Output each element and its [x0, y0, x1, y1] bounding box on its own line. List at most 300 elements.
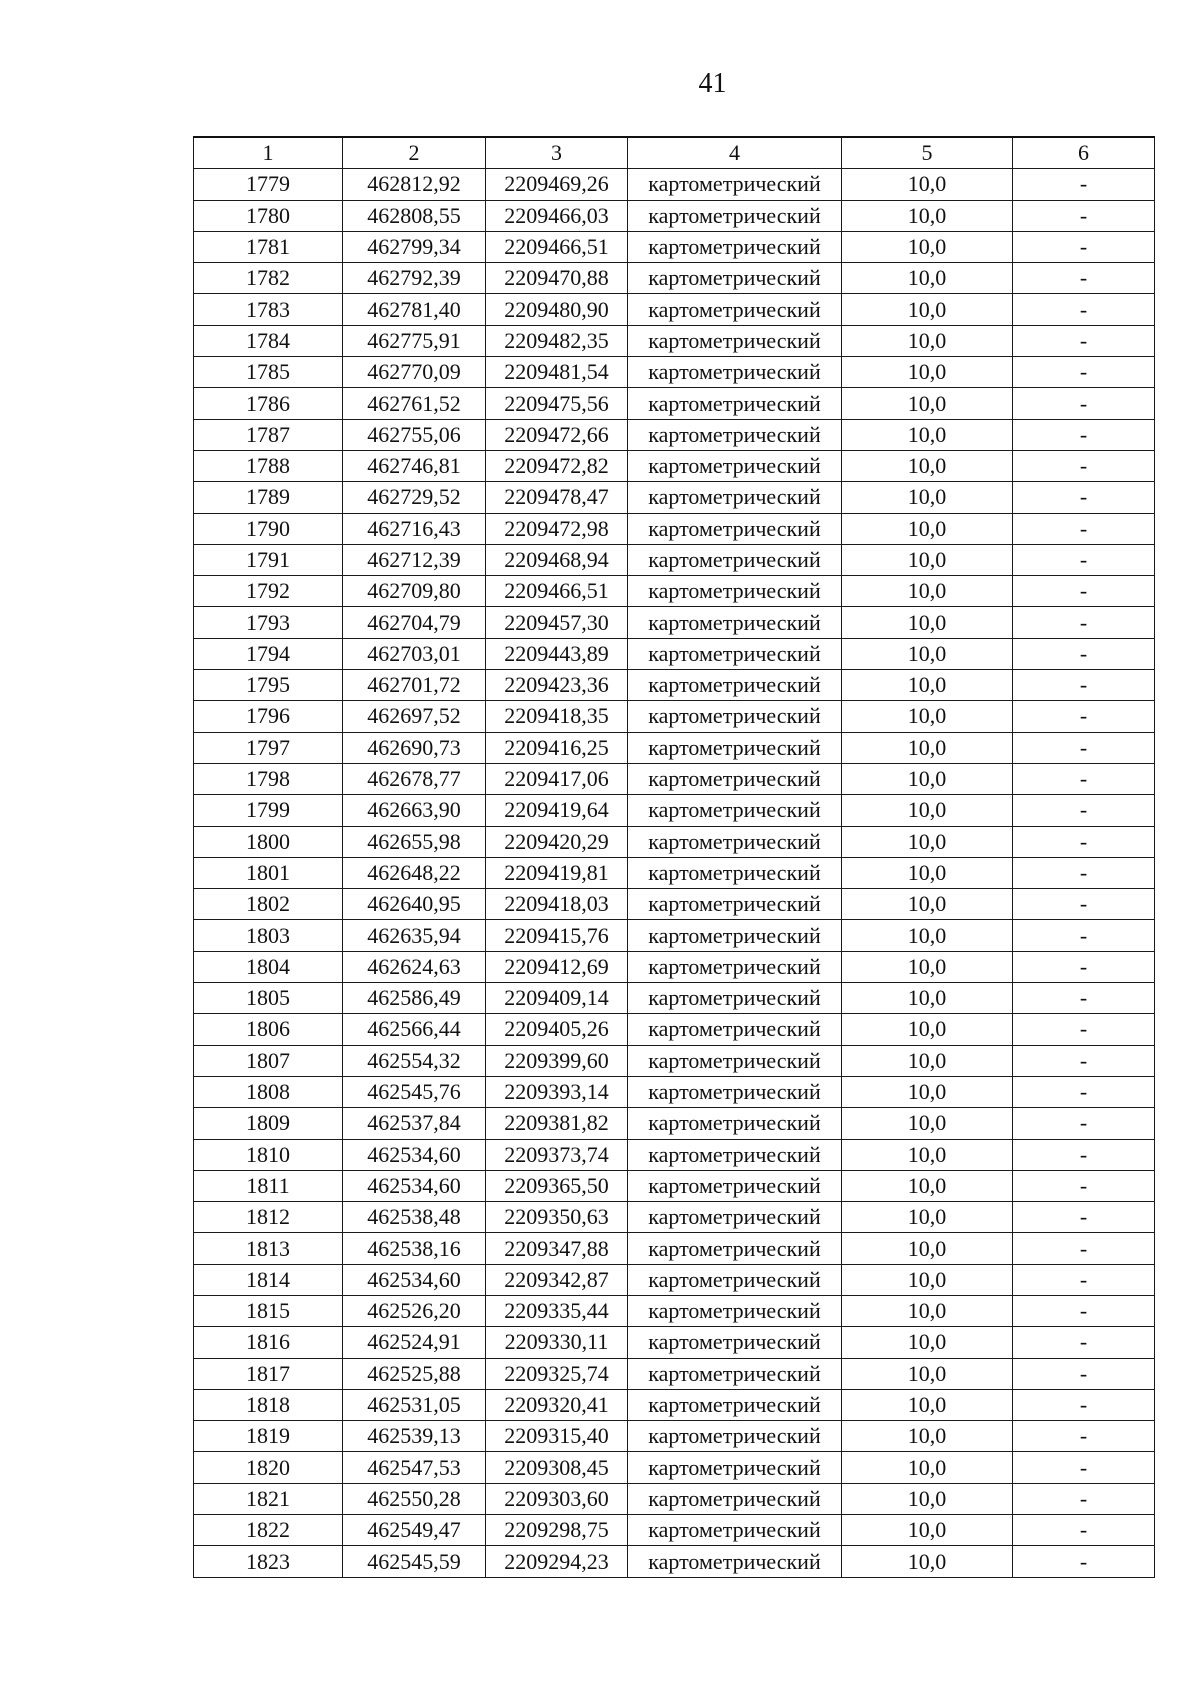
accuracy-cell: 10,0 — [842, 826, 1013, 857]
method-cell: картометрический — [628, 1170, 842, 1201]
accuracy-cell: 10,0 — [842, 1170, 1013, 1201]
point-number-cell: 1810 — [194, 1139, 343, 1170]
page-number: 41 — [698, 68, 727, 99]
note-cell: - — [1013, 1076, 1155, 1107]
point-number-cell: 1820 — [194, 1452, 343, 1483]
method-cell: картометрический — [628, 231, 842, 262]
method-cell: картометрический — [628, 889, 842, 920]
table-row — [194, 701, 1155, 732]
x-coordinate-cell: 462635,94 — [343, 920, 486, 951]
point-number-cell: 1789 — [194, 482, 343, 513]
y-coordinate-cell: 2209303,60 — [486, 1483, 628, 1514]
y-coordinate-cell: 2209320,41 — [486, 1389, 628, 1420]
accuracy-cell: 10,0 — [842, 1139, 1013, 1170]
y-coordinate-cell: 2209294,23 — [486, 1546, 628, 1577]
accuracy-cell: 10,0 — [842, 1358, 1013, 1389]
point-number-cell: 1799 — [194, 795, 343, 826]
point-number-cell: 1819 — [194, 1421, 343, 1452]
point-number-cell: 1815 — [194, 1295, 343, 1326]
accuracy-cell: 10,0 — [842, 1421, 1013, 1452]
note-cell: - — [1013, 763, 1155, 794]
table-row — [194, 983, 1155, 1014]
x-coordinate-cell: 462755,06 — [343, 419, 486, 450]
method-cell: картометрический — [628, 263, 842, 294]
y-coordinate-cell: 2209409,14 — [486, 983, 628, 1014]
table-row — [194, 1421, 1155, 1452]
accuracy-cell: 10,0 — [842, 231, 1013, 262]
accuracy-cell: 10,0 — [842, 983, 1013, 1014]
point-number-cell: 1793 — [194, 607, 343, 638]
point-number-cell: 1787 — [194, 419, 343, 450]
note-cell: - — [1013, 1452, 1155, 1483]
table-row — [194, 795, 1155, 826]
method-cell: картометрический — [628, 1295, 842, 1326]
y-coordinate-cell: 2209480,90 — [486, 294, 628, 325]
accuracy-cell: 10,0 — [842, 1546, 1013, 1577]
note-cell: - — [1013, 1139, 1155, 1170]
accuracy-cell: 10,0 — [842, 1452, 1013, 1483]
y-coordinate-cell: 2209481,54 — [486, 357, 628, 388]
accuracy-cell: 10,0 — [842, 701, 1013, 732]
note-cell: - — [1013, 1483, 1155, 1514]
note-cell: - — [1013, 920, 1155, 951]
table-row — [194, 1483, 1155, 1514]
point-number-cell: 1802 — [194, 889, 343, 920]
accuracy-cell: 10,0 — [842, 889, 1013, 920]
accuracy-cell: 10,0 — [842, 294, 1013, 325]
point-number-cell: 1797 — [194, 732, 343, 763]
point-number-cell: 1792 — [194, 576, 343, 607]
x-coordinate-cell: 462746,81 — [343, 450, 486, 481]
x-coordinate-cell: 462697,52 — [343, 701, 486, 732]
accuracy-cell: 10,0 — [842, 482, 1013, 513]
x-coordinate-cell: 462545,59 — [343, 1546, 486, 1577]
accuracy-cell: 10,0 — [842, 920, 1013, 951]
y-coordinate-cell: 2209308,45 — [486, 1452, 628, 1483]
x-coordinate-cell: 462655,98 — [343, 826, 486, 857]
point-number-cell: 1809 — [194, 1108, 343, 1139]
note-cell: - — [1013, 357, 1155, 388]
header-cell-6: 6 — [1013, 137, 1155, 169]
method-cell: картометрический — [628, 576, 842, 607]
accuracy-cell: 10,0 — [842, 513, 1013, 544]
point-number-cell: 1788 — [194, 450, 343, 481]
note-cell: - — [1013, 1546, 1155, 1577]
note-cell: - — [1013, 1045, 1155, 1076]
note-cell: - — [1013, 231, 1155, 262]
accuracy-cell: 10,0 — [842, 419, 1013, 450]
method-cell: картометрический — [628, 607, 842, 638]
y-coordinate-cell: 2209342,87 — [486, 1264, 628, 1295]
note-cell: - — [1013, 1515, 1155, 1546]
x-coordinate-cell: 462792,39 — [343, 263, 486, 294]
x-coordinate-cell: 462537,84 — [343, 1108, 486, 1139]
y-coordinate-cell: 2209347,88 — [486, 1233, 628, 1264]
point-number-cell: 1803 — [194, 920, 343, 951]
y-coordinate-cell: 2209482,35 — [486, 325, 628, 356]
method-cell: картометрический — [628, 169, 842, 200]
method-cell: картометрический — [628, 450, 842, 481]
method-cell: картометрический — [628, 388, 842, 419]
x-coordinate-cell: 462712,39 — [343, 544, 486, 575]
x-coordinate-cell: 462531,05 — [343, 1389, 486, 1420]
x-coordinate-cell: 462781,40 — [343, 294, 486, 325]
point-number-cell: 1806 — [194, 1014, 343, 1045]
y-coordinate-cell: 2209419,64 — [486, 795, 628, 826]
table-row — [194, 1170, 1155, 1201]
note-cell: - — [1013, 951, 1155, 982]
method-cell: картометрический — [628, 1045, 842, 1076]
table-row — [194, 1139, 1155, 1170]
point-number-cell: 1811 — [194, 1170, 343, 1201]
point-number-cell: 1808 — [194, 1076, 343, 1107]
y-coordinate-cell: 2209381,82 — [486, 1108, 628, 1139]
method-cell: картометрический — [628, 1076, 842, 1107]
note-cell: - — [1013, 670, 1155, 701]
note-cell: - — [1013, 419, 1155, 450]
table-row — [194, 1076, 1155, 1107]
x-coordinate-cell: 462545,76 — [343, 1076, 486, 1107]
accuracy-cell: 10,0 — [842, 388, 1013, 419]
x-coordinate-cell: 462703,01 — [343, 638, 486, 669]
point-number-cell: 1807 — [194, 1045, 343, 1076]
accuracy-cell: 10,0 — [842, 1264, 1013, 1295]
method-cell: картометрический — [628, 1483, 842, 1514]
note-cell: - — [1013, 513, 1155, 544]
method-cell: картометрический — [628, 1546, 842, 1577]
note-cell: - — [1013, 1389, 1155, 1420]
note-cell: - — [1013, 450, 1155, 481]
table-row — [194, 200, 1155, 231]
method-cell: картометрический — [628, 670, 842, 701]
accuracy-cell: 10,0 — [842, 1483, 1013, 1514]
note-cell: - — [1013, 263, 1155, 294]
y-coordinate-cell: 2209457,30 — [486, 607, 628, 638]
point-number-cell: 1781 — [194, 231, 343, 262]
table-row — [194, 388, 1155, 419]
x-coordinate-cell: 462624,63 — [343, 951, 486, 982]
accuracy-cell: 10,0 — [842, 607, 1013, 638]
accuracy-cell: 10,0 — [842, 1076, 1013, 1107]
point-number-cell: 1812 — [194, 1202, 343, 1233]
x-coordinate-cell: 462709,80 — [343, 576, 486, 607]
note-cell: - — [1013, 544, 1155, 575]
table-header — [194, 137, 1155, 169]
accuracy-cell: 10,0 — [842, 200, 1013, 231]
table-row — [194, 1515, 1155, 1546]
point-number-cell: 1782 — [194, 263, 343, 294]
accuracy-cell: 10,0 — [842, 1295, 1013, 1326]
accuracy-cell: 10,0 — [842, 1014, 1013, 1045]
header-cell-2: 2 — [343, 137, 486, 169]
x-coordinate-cell: 462808,55 — [343, 200, 486, 231]
point-number-cell: 1785 — [194, 357, 343, 388]
accuracy-cell: 10,0 — [842, 325, 1013, 356]
point-number-cell: 1818 — [194, 1389, 343, 1420]
method-cell: картометрический — [628, 1202, 842, 1233]
table-row — [194, 1264, 1155, 1295]
note-cell: - — [1013, 607, 1155, 638]
method-cell: картометрический — [628, 1389, 842, 1420]
note-cell: - — [1013, 1108, 1155, 1139]
accuracy-cell: 10,0 — [842, 1327, 1013, 1358]
note-cell: - — [1013, 388, 1155, 419]
table-row — [194, 1295, 1155, 1326]
table-row — [194, 357, 1155, 388]
accuracy-cell: 10,0 — [842, 1233, 1013, 1264]
x-coordinate-cell: 462640,95 — [343, 889, 486, 920]
x-coordinate-cell: 462690,73 — [343, 732, 486, 763]
y-coordinate-cell: 2209469,26 — [486, 169, 628, 200]
y-coordinate-cell: 2209418,03 — [486, 889, 628, 920]
method-cell: картометрический — [628, 513, 842, 544]
note-cell: - — [1013, 1264, 1155, 1295]
method-cell: картометрический — [628, 1264, 842, 1295]
table-row — [194, 263, 1155, 294]
accuracy-cell: 10,0 — [842, 576, 1013, 607]
y-coordinate-cell: 2209335,44 — [486, 1295, 628, 1326]
method-cell: картометрический — [628, 795, 842, 826]
table-row — [194, 1452, 1155, 1483]
method-cell: картометрический — [628, 763, 842, 794]
x-coordinate-cell: 462566,44 — [343, 1014, 486, 1045]
x-coordinate-cell: 462761,52 — [343, 388, 486, 419]
method-cell: картометрический — [628, 983, 842, 1014]
x-coordinate-cell: 462678,77 — [343, 763, 486, 794]
note-cell: - — [1013, 200, 1155, 231]
point-number-cell: 1798 — [194, 763, 343, 794]
table-row — [194, 670, 1155, 701]
method-cell: картометрический — [628, 732, 842, 763]
table-row — [194, 1108, 1155, 1139]
table-row — [194, 1327, 1155, 1358]
point-number-cell: 1800 — [194, 826, 343, 857]
method-cell: картометрический — [628, 1014, 842, 1045]
table-row — [194, 294, 1155, 325]
x-coordinate-cell: 462526,20 — [343, 1295, 486, 1326]
note-cell: - — [1013, 889, 1155, 920]
y-coordinate-cell: 2209325,74 — [486, 1358, 628, 1389]
table-body — [194, 169, 1155, 1577]
note-cell: - — [1013, 795, 1155, 826]
x-coordinate-cell: 462534,60 — [343, 1264, 486, 1295]
note-cell: - — [1013, 576, 1155, 607]
method-cell: картометрический — [628, 1139, 842, 1170]
point-number-cell: 1805 — [194, 983, 343, 1014]
accuracy-cell: 10,0 — [842, 763, 1013, 794]
accuracy-cell: 10,0 — [842, 357, 1013, 388]
note-cell: - — [1013, 983, 1155, 1014]
table-row — [194, 1389, 1155, 1420]
x-coordinate-cell: 462538,48 — [343, 1202, 486, 1233]
y-coordinate-cell: 2209418,35 — [486, 701, 628, 732]
y-coordinate-cell: 2209330,11 — [486, 1327, 628, 1358]
accuracy-cell: 10,0 — [842, 638, 1013, 669]
point-number-cell: 1791 — [194, 544, 343, 575]
point-number-cell: 1795 — [194, 670, 343, 701]
x-coordinate-cell: 462524,91 — [343, 1327, 486, 1358]
note-cell: - — [1013, 1170, 1155, 1201]
y-coordinate-cell: 2209475,56 — [486, 388, 628, 419]
accuracy-cell: 10,0 — [842, 1389, 1013, 1420]
header-cell-5: 5 — [842, 137, 1013, 169]
header-cell-1: 1 — [194, 137, 343, 169]
x-coordinate-cell: 462525,88 — [343, 1358, 486, 1389]
accuracy-cell: 10,0 — [842, 951, 1013, 982]
method-cell: картометрический — [628, 1327, 842, 1358]
table-row — [194, 732, 1155, 763]
point-number-cell: 1814 — [194, 1264, 343, 1295]
table-row — [194, 763, 1155, 794]
method-cell: картометрический — [628, 1233, 842, 1264]
table-row — [194, 951, 1155, 982]
table-row — [194, 638, 1155, 669]
x-coordinate-cell: 462701,72 — [343, 670, 486, 701]
note-cell: - — [1013, 857, 1155, 888]
point-number-cell: 1796 — [194, 701, 343, 732]
point-number-cell: 1822 — [194, 1515, 343, 1546]
x-coordinate-cell: 462704,79 — [343, 607, 486, 638]
header-cell-3: 3 — [486, 137, 628, 169]
x-coordinate-cell: 462663,90 — [343, 795, 486, 826]
method-cell: картометрический — [628, 200, 842, 231]
accuracy-cell: 10,0 — [842, 857, 1013, 888]
point-number-cell: 1780 — [194, 200, 343, 231]
note-cell: - — [1013, 1421, 1155, 1452]
y-coordinate-cell: 2209420,29 — [486, 826, 628, 857]
x-coordinate-cell: 462547,53 — [343, 1452, 486, 1483]
x-coordinate-cell: 462539,13 — [343, 1421, 486, 1452]
point-number-cell: 1779 — [194, 169, 343, 200]
table-row — [194, 576, 1155, 607]
y-coordinate-cell: 2209298,75 — [486, 1515, 628, 1546]
note-cell: - — [1013, 1014, 1155, 1045]
y-coordinate-cell: 2209350,63 — [486, 1202, 628, 1233]
y-coordinate-cell: 2209416,25 — [486, 732, 628, 763]
y-coordinate-cell: 2209443,89 — [486, 638, 628, 669]
method-cell: картометрический — [628, 826, 842, 857]
x-coordinate-cell: 462812,92 — [343, 169, 486, 200]
accuracy-cell: 10,0 — [842, 263, 1013, 294]
table-row — [194, 419, 1155, 450]
note-cell: - — [1013, 294, 1155, 325]
y-coordinate-cell: 2209393,14 — [486, 1076, 628, 1107]
method-cell: картометрический — [628, 482, 842, 513]
method-cell: картометрический — [628, 951, 842, 982]
accuracy-cell: 10,0 — [842, 670, 1013, 701]
y-coordinate-cell: 2209478,47 — [486, 482, 628, 513]
note-cell: - — [1013, 826, 1155, 857]
note-cell: - — [1013, 701, 1155, 732]
table-row — [194, 231, 1155, 262]
table-row — [194, 1014, 1155, 1045]
y-coordinate-cell: 2209315,40 — [486, 1421, 628, 1452]
header-cell-4: 4 — [628, 137, 842, 169]
y-coordinate-cell: 2209405,26 — [486, 1014, 628, 1045]
y-coordinate-cell: 2209399,60 — [486, 1045, 628, 1076]
header-row — [194, 137, 1155, 169]
table-row — [194, 1233, 1155, 1264]
method-cell: картометрический — [628, 1515, 842, 1546]
note-cell: - — [1013, 732, 1155, 763]
y-coordinate-cell: 2209365,50 — [486, 1170, 628, 1201]
accuracy-cell: 10,0 — [842, 1108, 1013, 1139]
x-coordinate-cell: 462534,60 — [343, 1139, 486, 1170]
table-row — [194, 607, 1155, 638]
note-cell: - — [1013, 482, 1155, 513]
table-row — [194, 1546, 1155, 1577]
note-cell: - — [1013, 1327, 1155, 1358]
point-number-cell: 1816 — [194, 1327, 343, 1358]
method-cell: картометрический — [628, 1452, 842, 1483]
accuracy-cell: 10,0 — [842, 795, 1013, 826]
x-coordinate-cell: 462775,91 — [343, 325, 486, 356]
note-cell: - — [1013, 1233, 1155, 1264]
y-coordinate-cell: 2209470,88 — [486, 263, 628, 294]
y-coordinate-cell: 2209423,36 — [486, 670, 628, 701]
x-coordinate-cell: 462648,22 — [343, 857, 486, 888]
accuracy-cell: 10,0 — [842, 450, 1013, 481]
x-coordinate-cell: 462586,49 — [343, 983, 486, 1014]
table-row — [194, 513, 1155, 544]
table-row — [194, 169, 1155, 200]
x-coordinate-cell: 462716,43 — [343, 513, 486, 544]
y-coordinate-cell: 2209373,74 — [486, 1139, 628, 1170]
coordinates-table — [193, 136, 1155, 1578]
y-coordinate-cell: 2209472,66 — [486, 419, 628, 450]
method-cell: картометрический — [628, 357, 842, 388]
method-cell: картометрический — [628, 419, 842, 450]
method-cell: картометрический — [628, 857, 842, 888]
method-cell: картометрический — [628, 544, 842, 575]
point-number-cell: 1817 — [194, 1358, 343, 1389]
method-cell: картометрический — [628, 294, 842, 325]
y-coordinate-cell: 2209419,81 — [486, 857, 628, 888]
method-cell: картометрический — [628, 701, 842, 732]
point-number-cell: 1794 — [194, 638, 343, 669]
y-coordinate-cell: 2209466,51 — [486, 576, 628, 607]
x-coordinate-cell: 462550,28 — [343, 1483, 486, 1514]
note-cell: - — [1013, 1202, 1155, 1233]
y-coordinate-cell: 2209466,51 — [486, 231, 628, 262]
note-cell: - — [1013, 1295, 1155, 1326]
table-row — [194, 857, 1155, 888]
method-cell: картометрический — [628, 638, 842, 669]
accuracy-cell: 10,0 — [842, 1515, 1013, 1546]
table-row — [194, 826, 1155, 857]
method-cell: картометрический — [628, 325, 842, 356]
accuracy-cell: 10,0 — [842, 1045, 1013, 1076]
accuracy-cell: 10,0 — [842, 544, 1013, 575]
note-cell: - — [1013, 325, 1155, 356]
method-cell: картометрический — [628, 1358, 842, 1389]
table-row — [194, 1045, 1155, 1076]
x-coordinate-cell: 462549,47 — [343, 1515, 486, 1546]
table-row — [194, 482, 1155, 513]
y-coordinate-cell: 2209412,69 — [486, 951, 628, 982]
x-coordinate-cell: 462554,32 — [343, 1045, 486, 1076]
table-row — [194, 325, 1155, 356]
table-row — [194, 889, 1155, 920]
note-cell: - — [1013, 638, 1155, 669]
x-coordinate-cell: 462538,16 — [343, 1233, 486, 1264]
y-coordinate-cell: 2209472,98 — [486, 513, 628, 544]
note-cell: - — [1013, 169, 1155, 200]
y-coordinate-cell: 2209466,03 — [486, 200, 628, 231]
x-coordinate-cell: 462799,34 — [343, 231, 486, 262]
point-number-cell: 1813 — [194, 1233, 343, 1264]
x-coordinate-cell: 462770,09 — [343, 357, 486, 388]
